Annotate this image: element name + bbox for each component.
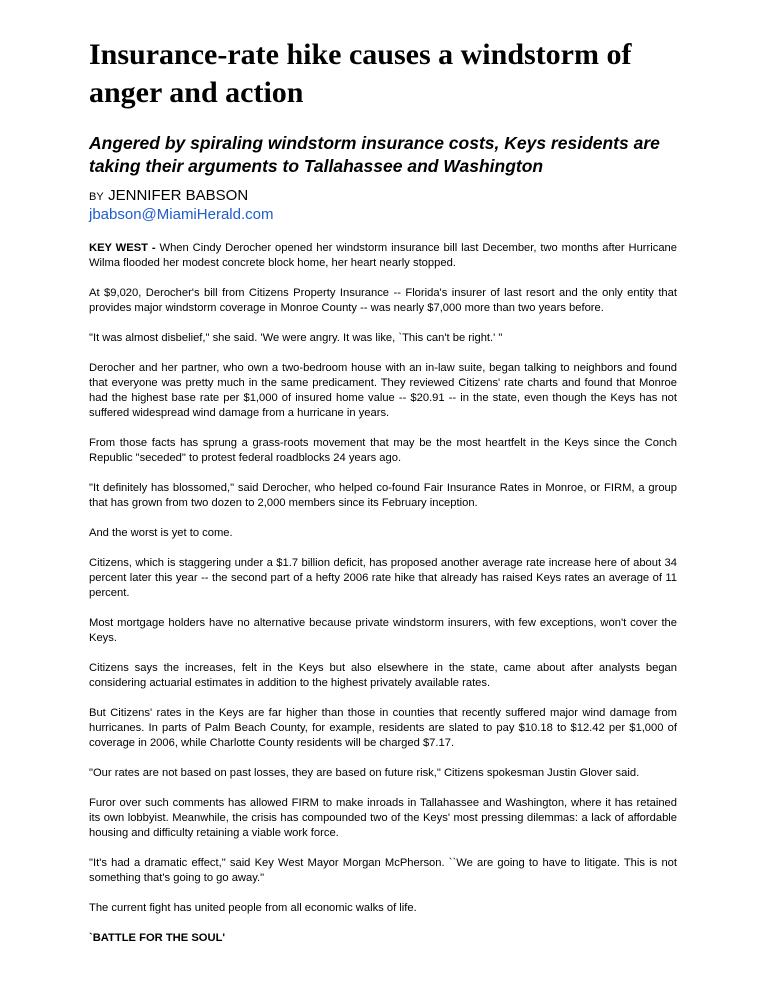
article-paragraph: "It definitely has blossomed," said Derocher, who helped co-found Fair Insurance Rates in Monroe, or FIRM, a group that has grown from two dozen to 2,000 members since its February inception.	[89, 482, 677, 509]
article-paragraph: Derocher and her partner, who own a two-bedroom house with an in-law suite, began talking to neighbors and found that everyone was pretty much in the same predicament. They reviewed Citizens' rate charts and found that Monroe had the highest base rate per $1,000 of insured home value -- $20.91 -- in the state, even though the Keys has not suffered widespread wind damage from a hurricane in years.	[89, 362, 677, 419]
article-paragraph: Most mortgage holders have no alternative because private windstorm insurers, with few exceptions, won't cover the Keys.	[89, 617, 677, 644]
article-paragraph: But Citizens' rates in the Keys are far higher than those in counties that recently suffered major wind damage from hurricanes. In parts of Palm Beach County, for example, residents are slated to pay $10.18 to $12.42 per $1,000 of coverage in 2006, while Charlotte County residents will be charged $7.17.	[89, 707, 677, 749]
article-paragraph: "It was almost disbelief," she said. 'We were angry. It was like, `This can't be right.' "	[89, 332, 503, 344]
article-paragraph: Citizens, which is staggering under a $1.7 billion deficit, has proposed another average rate increase here of about 34 percent later this year -- the second part of a hefty 2006 rate hike that already has raised Keys rates an average of 11 percent.	[89, 557, 677, 599]
article-paragraph	[89, 241, 677, 271]
author-name: JENNIFER BABSON	[108, 187, 249, 204]
dateline: KEY WEST -	[89, 242, 156, 254]
byline-prefix: BY	[89, 191, 104, 203]
subheadline: Angered by spiraling windstorm insurance costs, Keys residents are taking their arguments to Tallahassee and Washington	[89, 133, 660, 176]
headline: Insurance-rate hike causes a windstorm of anger and action	[89, 38, 632, 109]
byline	[89, 187, 248, 205]
article-paragraph: From those facts has sprung a grass-roots movement that may be the most heartfelt in the Keys since the Conch Republic "seceded" to protest federal roadblocks 24 years ago.	[89, 437, 677, 464]
article-paragraph: "Our rates are not based on past losses, they are based on future risk," Citizens spokesman Justin Glover said.	[89, 767, 640, 779]
article-paragraph: "It's had a dramatic effect," said Key West Mayor Morgan McPherson. ``We are going to have to litigate. This is not something that's going to go away."	[89, 857, 677, 884]
article-paragraph: Furor over such comments has allowed FIRM to make inroads in Tallahassee and Washington, where it has retained its own lobbyist. Meanwhile, the crisis has compounded two of the Keys' most pressing dilemmas: a lack of affordable housing and difficulty retaining a viable work force.	[89, 797, 677, 839]
author-email-link[interactable]: jbabson@MiamiHerald.com	[89, 206, 274, 223]
section-heading: `BATTLE FOR THE SOUL'	[89, 932, 226, 944]
article-body	[89, 241, 677, 946]
article-paragraph: Citizens says the increases, felt in the Keys but also elsewhere in the state, came about after analysts began considering actuarial estimates in addition to the highest privately available rates.	[89, 662, 677, 689]
article-paragraph: At $9,020, Derocher's bill from Citizens Property Insurance -- Florida's insurer of last resort and the only entity that provides major windstorm coverage in Monroe County -- was nearly $7,000 more than two years before.	[89, 287, 677, 314]
paragraph-text: When Cindy Derocher opened her windstorm insurance bill last December, two months after Hurricane Wilma flooded her modest concrete block home, her heart nearly stopped.	[89, 242, 678, 269]
article-paragraph: The current fight has united people from all economic walks of life.	[89, 902, 417, 914]
article-paragraph: And the worst is yet to come.	[89, 527, 233, 539]
